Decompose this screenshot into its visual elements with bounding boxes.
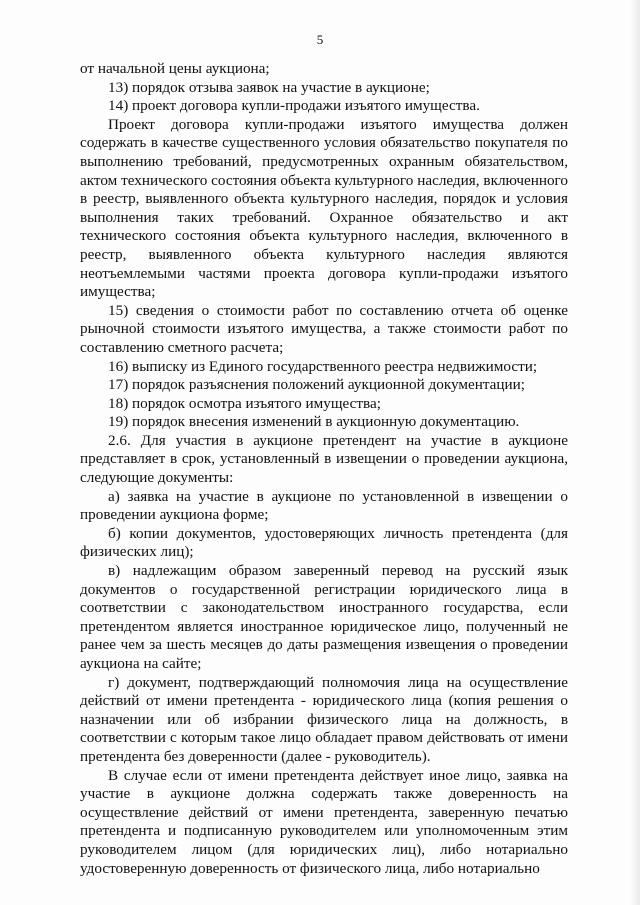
paragraph: 18) порядок осмотра изъятого имущества;	[108, 394, 381, 412]
paragraph: 19) порядок внесения изменений в аукционную документацию.	[108, 413, 520, 431]
paragraph: б) копии документов, удостоверяющих личность претендента (для физических лиц);	[80, 524, 568, 561]
paragraph: 16) выписку из Единого государственного реестра недвижимости;	[108, 357, 538, 375]
paragraph: 2.6. Для участия в аукционе претендент на участие в аукционе представляет в срок, установленный в извещении о проведении аукциона, следующие документы:	[80, 431, 568, 487]
page-number: 5	[316, 32, 324, 47]
paragraph: г) документ, подтверждающий полномочия лица на осуществление действий от имени претендента - юридического лица (копия решения о назначении или об избрании физического лица на должность, в соответствии с которым такое лицо обладает правом действовать от имени претендента без доверенности (далее - руководитель).	[80, 673, 568, 765]
paragraph: 13) порядок отзыва заявок на участие в аукционе;	[108, 78, 430, 96]
paragraph: 14) проект договора купли-продажи изъятого имущества.	[108, 97, 480, 115]
paragraph: а) заявка на участие в аукционе по установленной в извещении о проведении аукциона форме;	[80, 487, 568, 524]
paragraph: 17) порядок разъяснения положений аукционной документации;	[108, 376, 526, 394]
paragraph: В случае если от имени претендента действует иное лицо, заявка на участие в аукционе должна содержать также доверенность на осуществление действий от имени претендента, заверенную печатью претендента и подписанную руководителем или уполномоченным этим руководителем лицом (для юридических лиц), либо нотариально удостоверенную доверенность от физического лица, либо нотариально	[80, 766, 568, 877]
paragraph: 15) сведения о стоимости работ по составлению отчета об оценке рыночной стоимости изъятого имущества, а также стоимости работ по составлению сметного расчета;	[80, 301, 568, 356]
scan-edge-shadow	[630, 0, 640, 905]
paragraph: в) надлежащим образом заверенный перевод на русский язык документов о государственной регистрации юридического лица в соответствии с законодательством иностранного государства, если претендентом является иностранное юридическое лицо, полученный не ранее чем за шесть месяцев до даты размещения извещения о проведении аукциона на сайте;	[80, 562, 568, 672]
document-body	[80, 60, 568, 878]
paragraph: Проект договора купли-продажи изъятого имущества должен содержать в качестве существенного условия обязательство покупателя по выполнению требований, предусмотренных охранным обязательством, актом технического состояния объекта культурного наследия, включенного в реестр, выявленного объекта культурного наследия, порядок и условия выполнения таких требований. Охранное обязательство и акт технического состояния объекта культурного наследия, включенного в реестр, выявленного объекта культурного наследия являются неотъемлемыми частями проекта договора купли-продажи изъятого имущества;	[80, 115, 568, 301]
paragraph: от начальной цены аукциона;	[80, 60, 270, 77]
